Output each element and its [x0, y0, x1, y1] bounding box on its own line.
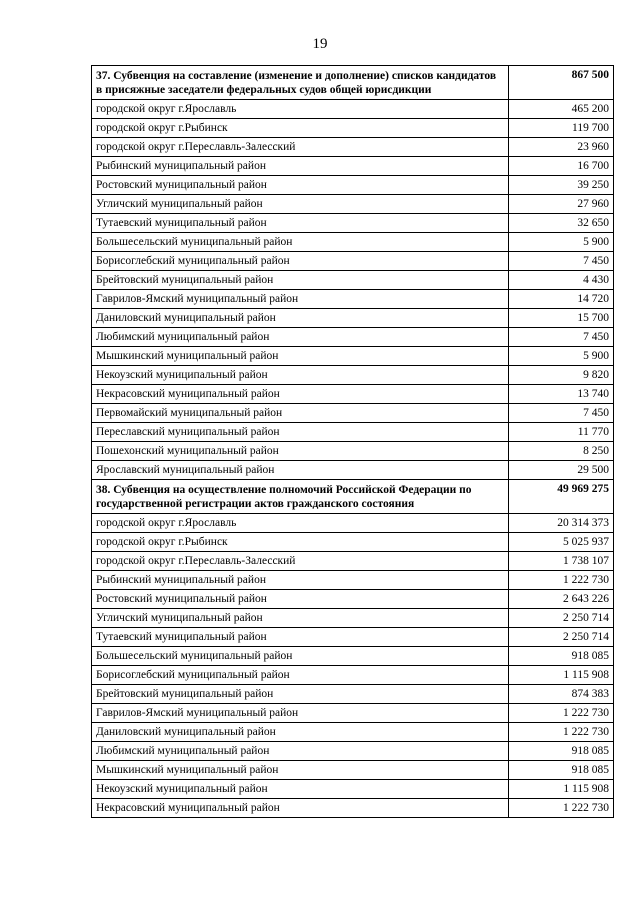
table-row [92, 214, 614, 233]
table-row [92, 100, 614, 119]
municipality-name: Борисоглебский муниципальный район [92, 666, 509, 685]
amount-value: 2 250 714 [509, 628, 614, 647]
section-title: 38. Субвенция на осуществление полномочий Российской Федерации по государственной регистрации актов гражданского состояния [92, 480, 509, 514]
table-row [92, 404, 614, 423]
amount-value: 874 383 [509, 685, 614, 704]
table-row [92, 385, 614, 404]
amount-value: 8 250 [509, 442, 614, 461]
table-row [92, 309, 614, 328]
table-row [92, 723, 614, 742]
municipality-name: Угличский муниципальный район [92, 609, 509, 628]
amount-value: 1 738 107 [509, 552, 614, 571]
municipality-name: городской округ г.Переславль-Залесский [92, 138, 509, 157]
municipality-name: Любимский муниципальный район [92, 328, 509, 347]
municipality-name: Тутаевский муниципальный район [92, 628, 509, 647]
amount-value: 27 960 [509, 195, 614, 214]
amount-value: 1 115 908 [509, 666, 614, 685]
section-header-row [92, 480, 614, 514]
table-row [92, 799, 614, 818]
table-row [92, 742, 614, 761]
amount-value: 1 222 730 [509, 704, 614, 723]
amount-value: 15 700 [509, 309, 614, 328]
table-row [92, 590, 614, 609]
municipality-name: Рыбинский муниципальный район [92, 571, 509, 590]
section-total: 867 500 [509, 66, 614, 100]
table-row [92, 685, 614, 704]
municipality-name: Рыбинский муниципальный район [92, 157, 509, 176]
table-row [92, 271, 614, 290]
table-row [92, 328, 614, 347]
municipality-name: Некоузский муниципальный район [92, 780, 509, 799]
amount-value: 5 900 [509, 233, 614, 252]
municipality-name: Ярославский муниципальный район [92, 461, 509, 480]
section-header-row [92, 66, 614, 100]
table-row [92, 366, 614, 385]
amount-value: 39 250 [509, 176, 614, 195]
municipality-name: Любимский муниципальный район [92, 742, 509, 761]
municipality-name: Мышкинский муниципальный район [92, 347, 509, 366]
table-row [92, 704, 614, 723]
amount-value: 11 770 [509, 423, 614, 442]
amount-value: 7 450 [509, 328, 614, 347]
amount-value: 20 314 373 [509, 514, 614, 533]
amount-value: 2 643 226 [509, 590, 614, 609]
municipality-name: Переславский муниципальный район [92, 423, 509, 442]
amount-value: 918 085 [509, 742, 614, 761]
municipality-name: городской округ г.Переславль-Залесский [92, 552, 509, 571]
amount-value: 5 900 [509, 347, 614, 366]
amount-value: 918 085 [509, 647, 614, 666]
amount-value: 1 222 730 [509, 723, 614, 742]
municipality-name: Большесельский муниципальный район [92, 233, 509, 252]
amount-value: 4 430 [509, 271, 614, 290]
section-title: 37. Субвенция на составление (изменение и дополнение) списков кандидатов в присяжные заседатели федеральных судов общей юрисдикции [92, 66, 509, 100]
municipality-name: Некоузский муниципальный район [92, 366, 509, 385]
municipality-name: Первомайский муниципальный район [92, 404, 509, 423]
amount-value: 2 250 714 [509, 609, 614, 628]
table-row [92, 423, 614, 442]
amount-value: 1 222 730 [509, 571, 614, 590]
amount-value: 9 820 [509, 366, 614, 385]
table-row [92, 461, 614, 480]
amount-value: 32 650 [509, 214, 614, 233]
municipality-name: городской округ г.Рыбинск [92, 119, 509, 138]
table-row [92, 552, 614, 571]
table-row [92, 609, 614, 628]
amount-value: 16 700 [509, 157, 614, 176]
amount-value: 1 115 908 [509, 780, 614, 799]
municipality-name: Гаврилов-Ямский муниципальный район [92, 290, 509, 309]
municipality-name: Некрасовский муниципальный район [92, 385, 509, 404]
table-row [92, 442, 614, 461]
municipality-name: городской округ г.Рыбинск [92, 533, 509, 552]
table-row [92, 761, 614, 780]
municipality-name: Некрасовский муниципальный район [92, 799, 509, 818]
amount-value: 918 085 [509, 761, 614, 780]
municipality-name: Даниловский муниципальный район [92, 309, 509, 328]
municipality-name: Тутаевский муниципальный район [92, 214, 509, 233]
amount-value: 1 222 730 [509, 799, 614, 818]
municipality-name: городской округ г.Ярославль [92, 100, 509, 119]
amount-value: 119 700 [509, 119, 614, 138]
amount-value: 29 500 [509, 461, 614, 480]
table-row [92, 780, 614, 799]
table-row [92, 628, 614, 647]
table-row [92, 252, 614, 271]
table-row [92, 666, 614, 685]
table-row [92, 571, 614, 590]
section-total: 49 969 275 [509, 480, 614, 514]
municipality-name: Угличский муниципальный район [92, 195, 509, 214]
page-number: 19 [312, 36, 328, 52]
amount-value: 14 720 [509, 290, 614, 309]
municipality-name: Пошехонский муниципальный район [92, 442, 509, 461]
municipality-name: Борисоглебский муниципальный район [92, 252, 509, 271]
municipality-name: Гаврилов-Ямский муниципальный район [92, 704, 509, 723]
municipality-name: Брейтовский муниципальный район [92, 271, 509, 290]
table-row [92, 533, 614, 552]
table-row [92, 138, 614, 157]
municipality-name: Брейтовский муниципальный район [92, 685, 509, 704]
table-row [92, 233, 614, 252]
amount-value: 13 740 [509, 385, 614, 404]
amount-value: 7 450 [509, 252, 614, 271]
amount-value: 465 200 [509, 100, 614, 119]
table-row [92, 290, 614, 309]
municipality-name: Большесельский муниципальный район [92, 647, 509, 666]
municipality-name: Мышкинский муниципальный район [92, 761, 509, 780]
amount-value: 7 450 [509, 404, 614, 423]
table-row [92, 157, 614, 176]
municipality-name: Ростовский муниципальный район [92, 590, 509, 609]
table-row [92, 176, 614, 195]
amount-value: 5 025 937 [509, 533, 614, 552]
table-row [92, 195, 614, 214]
municipality-name: Ростовский муниципальный район [92, 176, 509, 195]
subvention-table-body [92, 66, 614, 818]
municipality-name: Даниловский муниципальный район [92, 723, 509, 742]
table-row [92, 119, 614, 138]
amount-value: 23 960 [509, 138, 614, 157]
table-row [92, 647, 614, 666]
municipality-name: городской округ г.Ярославль [92, 514, 509, 533]
table-row [92, 514, 614, 533]
table-row [92, 347, 614, 366]
subvention-table [91, 65, 614, 818]
